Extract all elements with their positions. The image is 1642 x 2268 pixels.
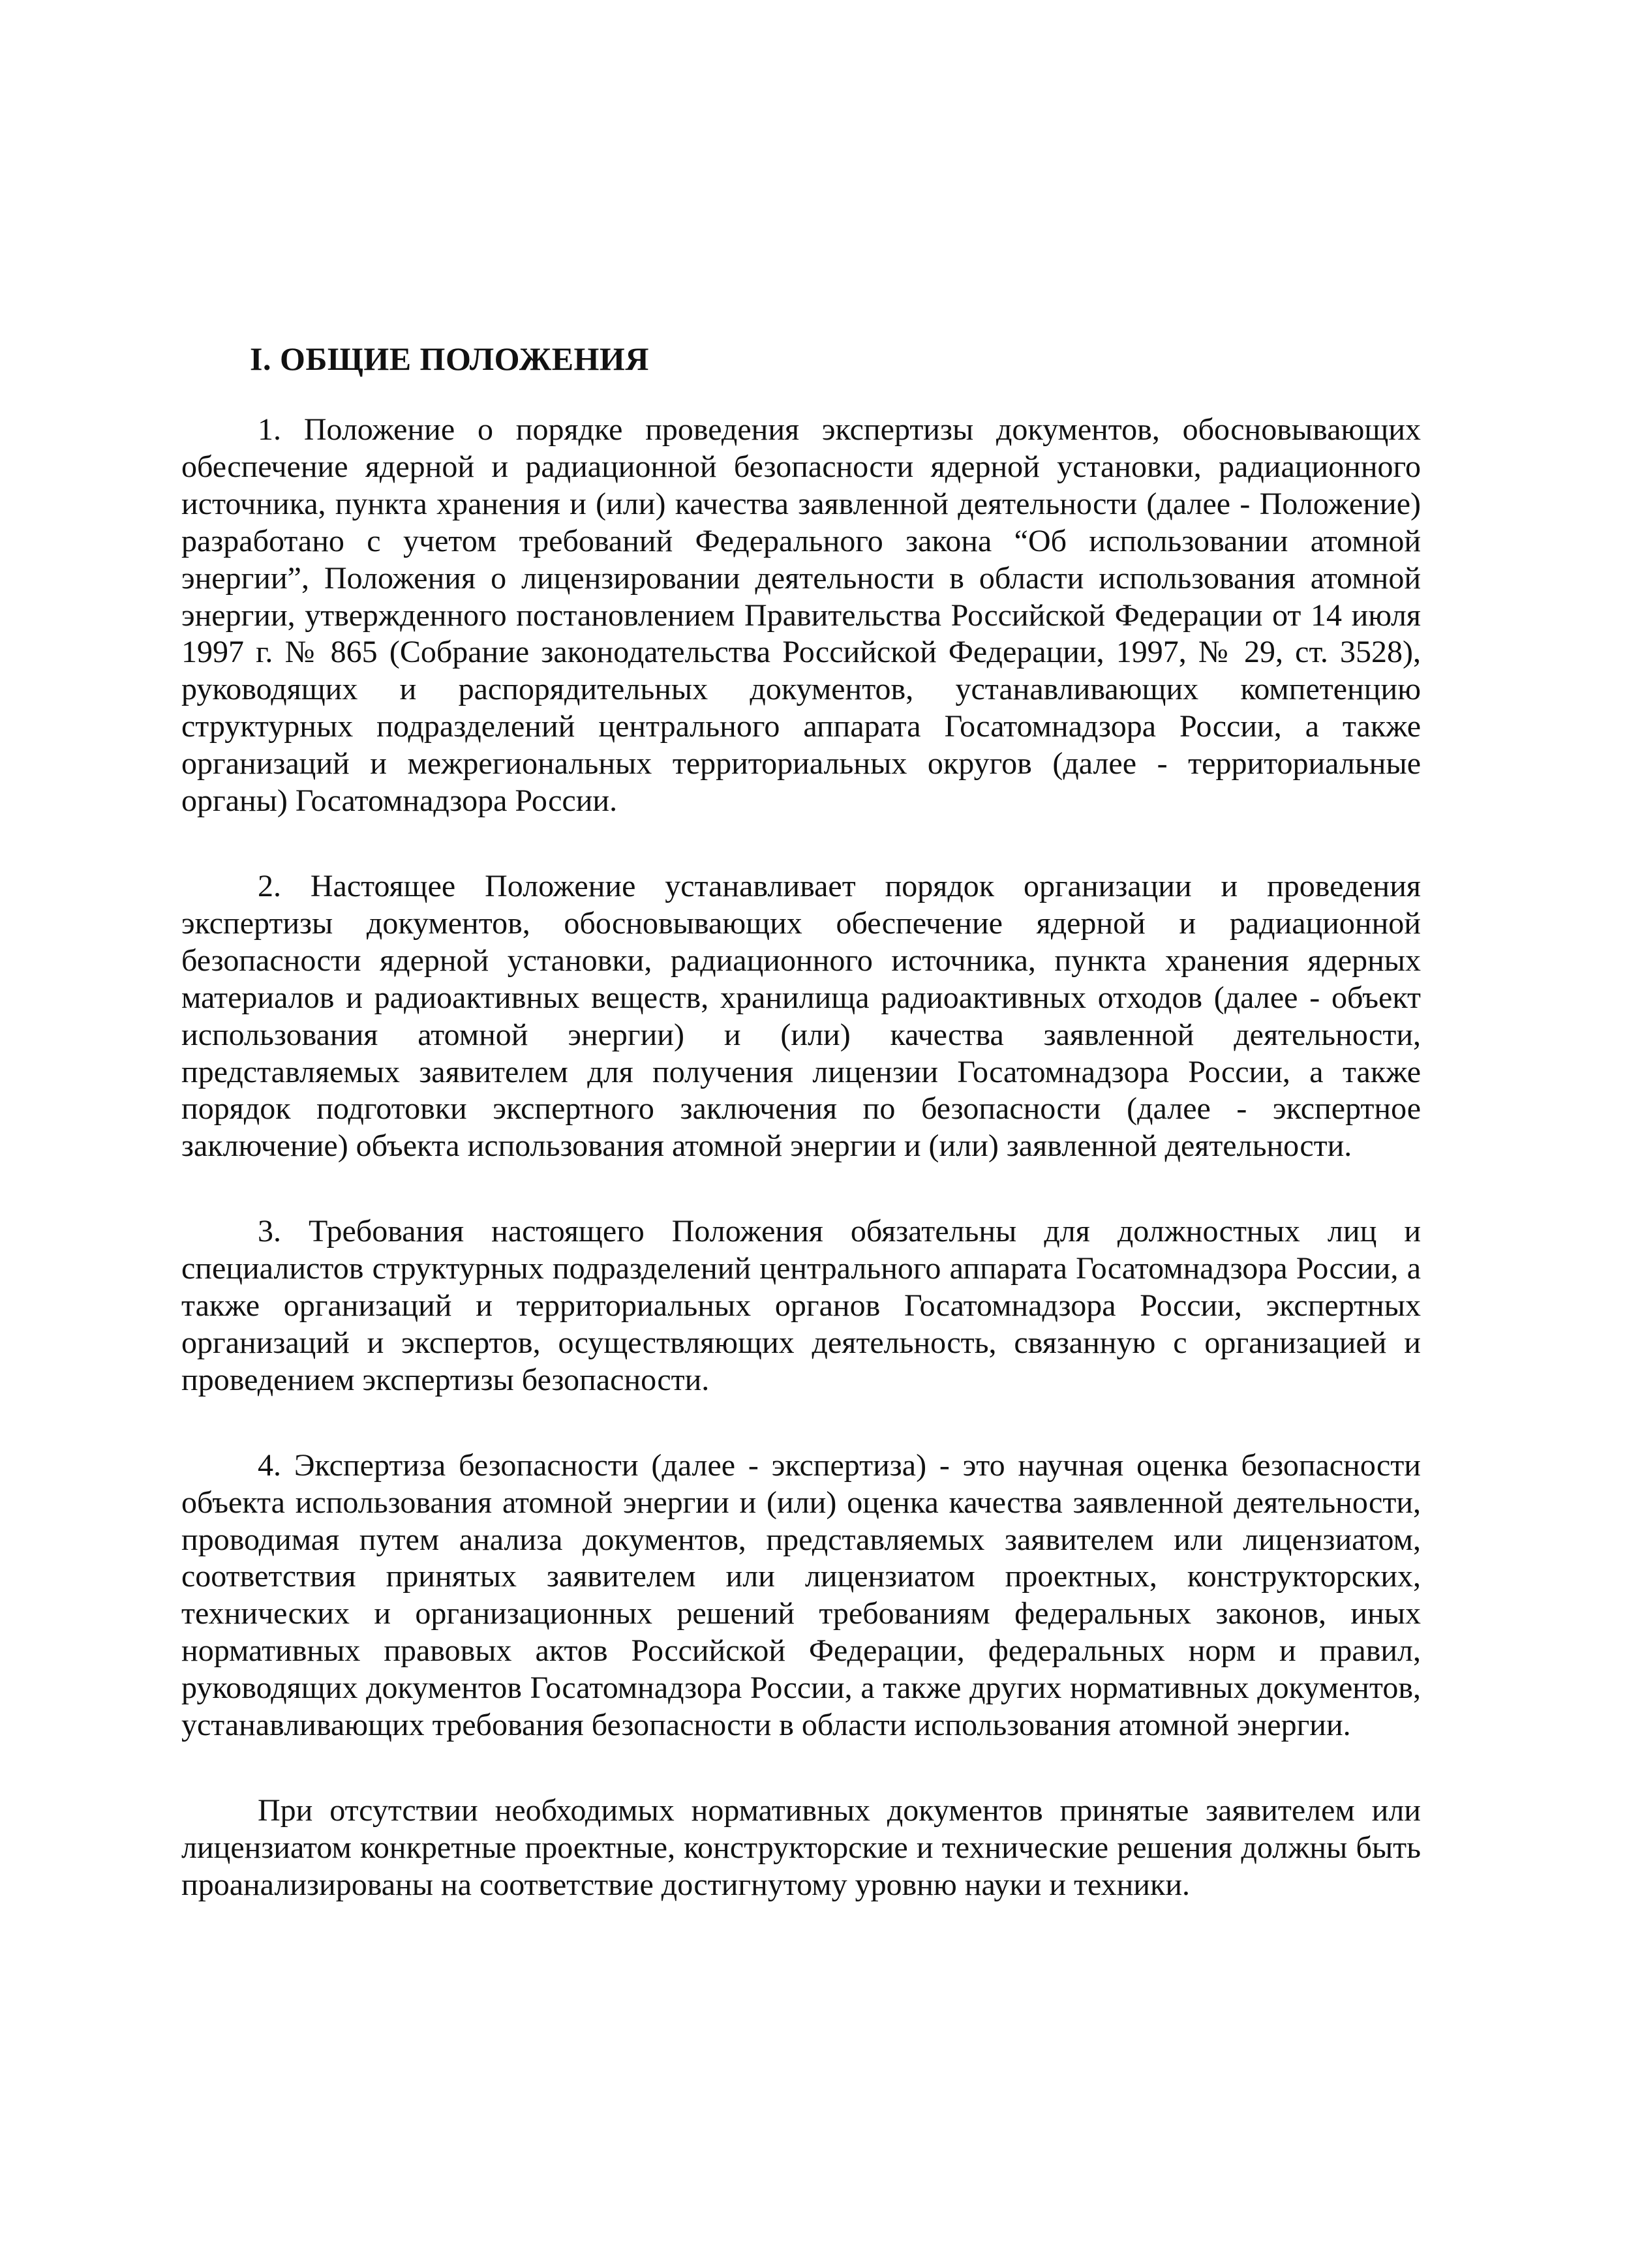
section-heading: I. ОБЩИЕ ПОЛОЖЕНИЯ	[250, 340, 649, 377]
paragraph-5: При отсутствии необходимых нормативных документов принятые заявителем или лицензиатом конкретные проектные, конструкторские и технические решения должны быть проанализированы на соответствие достигнутому уровню науки и техники.	[181, 1793, 1421, 1902]
paragraph-2: 2. Настоящее Положение устанавливает порядок организации и проведения экспертизы документов, обосновывающих обеспечение ядерной и радиационной безопасности ядерной установки, радиационного источника, пункта хранения ядерных материалов и радиоактивных веществ, хранилища радиоактивных отходов (далее - объект использования атомной энергии) и (или) качества заявленной деятельности, представляемых заявителем для получения лицензии Госатомнадзора России, а также порядок подготовки экспертного заключения по безопасности (далее - экспертное заключение) объекта использования атомной энергии и (или) заявленной деятельности.	[181, 868, 1421, 1164]
paragraph-3: 3. Требования настоящего Положения обязательны для должностных лиц и специалистов структурных подразделений центрального аппарата Госатомнадзора России, а также организаций и территориальных органов Госатомнадзора России, экспертных организаций и экспертов, осуществляющих деятельность, связанную с организацией и проведением экспертизы безопасности.	[181, 1214, 1421, 1397]
paragraph-4: 4. Экспертиза безопасности (далее - экспертиза) - это научная оценка безопасности объекта использования атомной энергии и (или) оценка качества заявленной деятельности, проводимая путем анализа документов, представляемых заявителем или лицензиатом, соответствия принятых заявителем или лицензиатом проектных, конструкторских, технических и организационных решений требованиям федеральных законов, иных нормативных правовых актов Российской Федерации, федеральных норм и правил, руководящих документов Госатомнадзора России, а также других нормативных документов, устанавливающих требования безопасности в области использования атомной энергии.	[181, 1447, 1421, 1743]
document-content	[181, 336, 1421, 1904]
paragraph-1: 1. Положение о порядке проведения экспертизы документов, обосновывающих обеспечение ядерной и радиационной безопасности ядерной установки, радиационного источника, пункта хранения и (или) качества заявленной деятельности (далее - Положение) разработано с учетом требований Федерального закона “Об использовании атомной энергии”, Положения о лицензировании деятельности в области использования атомной энергии, утвержденного постановлением Правительства Российской Федерации от 14 июля 1997 г. № 865 (Собрание законодательства Российской Федерации, 1997, № 29, ст. 3528), руководящих и распорядительных документов, устанавливающих компетенцию структурных подразделений центрального аппарата Госатомнадзора России, а также организаций и межрегиональных территориальных округов (далее - территориальные органы) Госатомнадзора России.	[181, 412, 1421, 819]
